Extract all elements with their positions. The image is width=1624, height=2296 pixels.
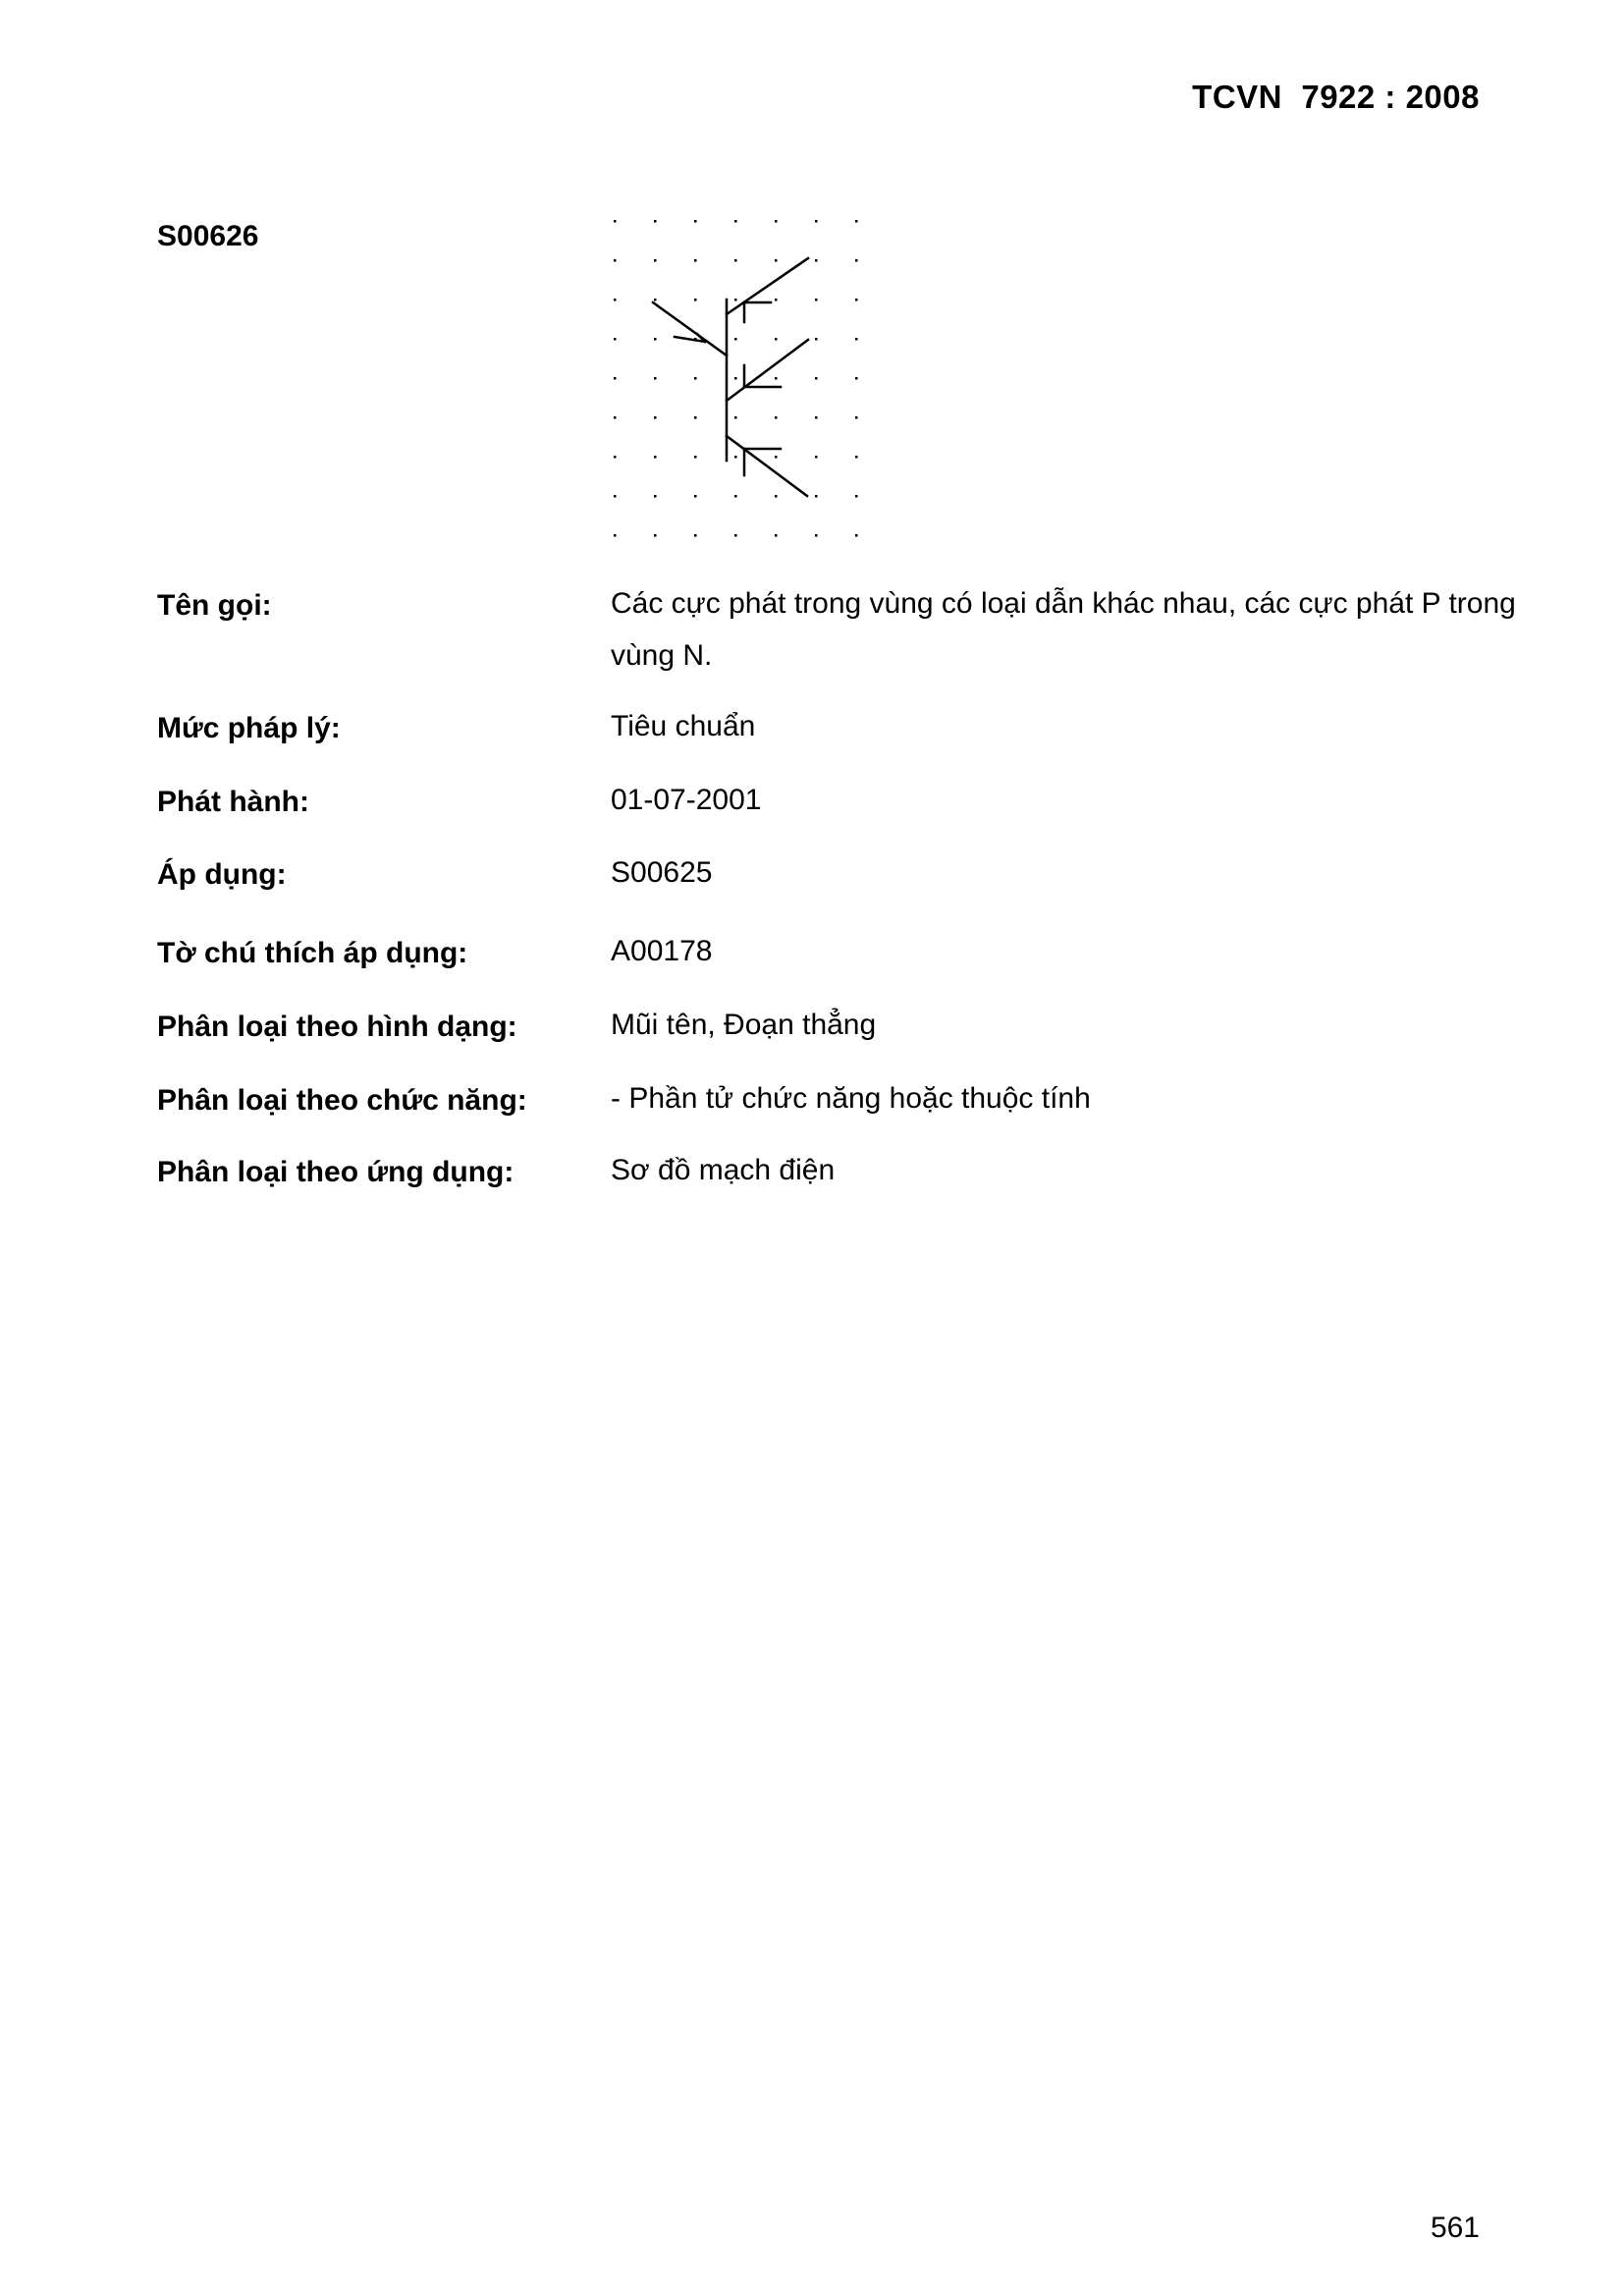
grid-dot — [694, 534, 697, 537]
grid-dot — [855, 534, 858, 537]
field-value: 01-07-2001 — [611, 784, 762, 816]
grid-dot — [855, 495, 858, 498]
grid-dot — [654, 299, 657, 301]
grid-dot — [815, 495, 818, 498]
field-value: - Phần tử chức năng hoặc thuộc tính — [611, 1082, 1091, 1115]
grid-dot — [815, 338, 818, 341]
grid-dot — [815, 259, 818, 262]
grid-dot — [815, 220, 818, 223]
grid-dot — [775, 338, 778, 341]
field-value: Sơ đồ mạch điện — [611, 1154, 836, 1186]
grid-dot — [614, 456, 617, 459]
grid-dot — [654, 495, 657, 498]
field-label: Phát hành: — [157, 786, 309, 818]
grid-dot — [694, 220, 697, 223]
field-label: Phân loại theo hình dạng: — [157, 1011, 517, 1043]
grid-dot — [734, 534, 737, 537]
grid-dot — [734, 456, 737, 459]
field-label: Mức pháp lý: — [157, 712, 341, 744]
field-label: Tên gọi: — [157, 589, 272, 622]
field-value: Tiêu chuẩn — [611, 710, 756, 742]
grid-dot — [855, 220, 858, 223]
grid-dot — [734, 220, 737, 223]
grid-dot — [734, 416, 737, 419]
symbol-code: S00626 — [157, 220, 259, 252]
document-header: TCVN 7922 : 2008 — [1192, 79, 1480, 115]
grid-dot — [775, 456, 778, 459]
grid-dot — [614, 534, 617, 537]
grid-dot — [614, 495, 617, 498]
field-value: A00178 — [611, 935, 713, 967]
field-value: Mũi tên, Đoạn thẳng — [611, 1009, 877, 1041]
grid-dot — [614, 259, 617, 262]
grid-dot — [654, 220, 657, 223]
grid-dot — [775, 534, 778, 537]
grid-dot — [855, 377, 858, 380]
grid-dot — [775, 299, 778, 301]
grid-dot — [734, 338, 737, 341]
grid-dot — [775, 259, 778, 262]
grid-dot — [614, 338, 617, 341]
grid-dot — [815, 377, 818, 380]
grid-dot — [855, 456, 858, 459]
field-value: Các cực phát trong vùng có loại dẫn khác nhau, các cực phát P trong vùng N. — [611, 587, 1516, 672]
grid-dot — [654, 377, 657, 380]
grid-dot — [694, 299, 697, 301]
grid-dot — [775, 495, 778, 498]
grid-dot — [614, 299, 617, 301]
grid-dot — [694, 259, 697, 262]
top-right-branch-line — [727, 258, 808, 314]
grid-dot — [734, 495, 737, 498]
grid-dot — [734, 377, 737, 380]
grid-dot — [614, 416, 617, 419]
grid-dot — [654, 259, 657, 262]
grid-dot — [815, 416, 818, 419]
grid-dot — [855, 259, 858, 262]
grid-dot — [694, 377, 697, 380]
emitter-regions-symbol-icon — [604, 208, 869, 542]
grid-dot — [815, 534, 818, 537]
grid-dot — [815, 299, 818, 301]
grid-dot — [855, 338, 858, 341]
grid-dot — [855, 299, 858, 301]
field-label: Tờ chú thích áp dụng: — [157, 937, 468, 969]
middle-right-branch-line — [727, 340, 808, 401]
dot-grid — [614, 220, 858, 537]
left-branch-line — [653, 302, 727, 355]
grid-dot — [855, 416, 858, 419]
page-number: 561 — [1430, 2212, 1480, 2244]
grid-dot — [694, 495, 697, 498]
grid-dot — [654, 338, 657, 341]
grid-dot — [734, 259, 737, 262]
field-label: Phân loại theo ứng dụng: — [157, 1156, 514, 1188]
bottom-right-branch-line — [727, 436, 807, 496]
grid-dot — [815, 456, 818, 459]
field-label: Phân loại theo chức năng: — [157, 1084, 527, 1117]
grid-dot — [614, 220, 617, 223]
grid-dot — [775, 220, 778, 223]
grid-dot — [654, 456, 657, 459]
grid-dot — [734, 299, 737, 301]
grid-dot — [775, 377, 778, 380]
grid-dot — [694, 456, 697, 459]
field-label: Áp dụng: — [157, 858, 287, 891]
field-value: S00625 — [611, 856, 713, 889]
grid-dot — [775, 416, 778, 419]
grid-dot — [614, 377, 617, 380]
grid-dot — [654, 416, 657, 419]
grid-dot — [694, 416, 697, 419]
grid-dot — [654, 534, 657, 537]
